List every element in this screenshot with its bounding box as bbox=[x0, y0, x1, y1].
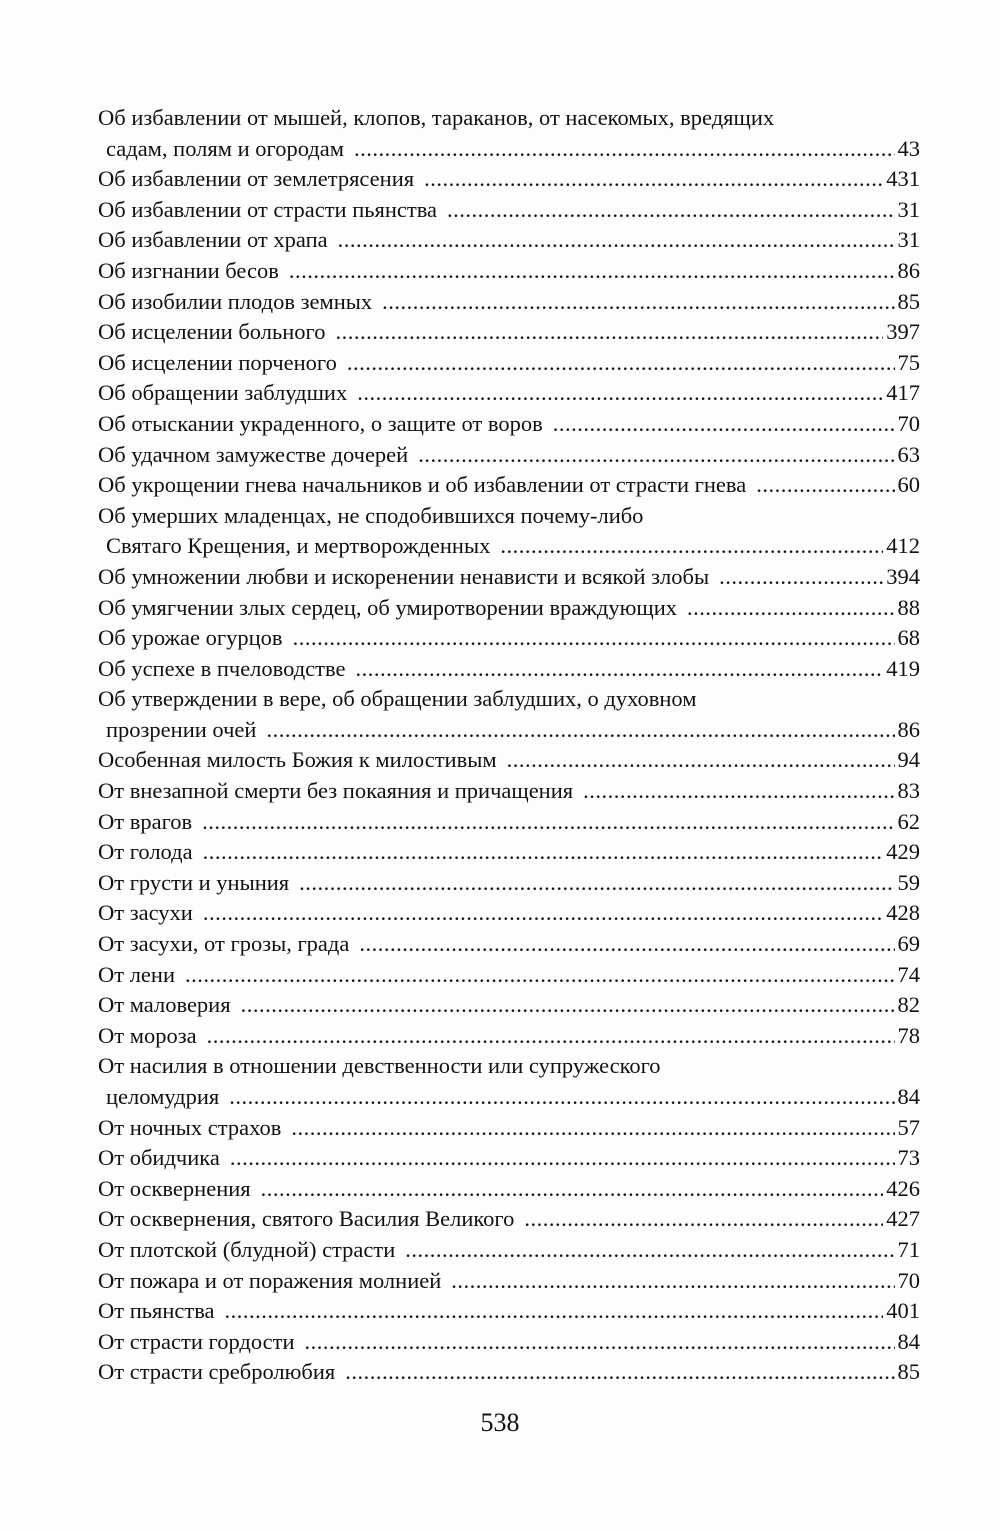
toc-entry-title-line: Об укрощении гнева начальников и об избавлении от страсти гнева bbox=[98, 472, 747, 498]
toc-entry-row bbox=[98, 1082, 920, 1113]
toc-entry-title-line: Об избавлении от храпа bbox=[98, 227, 328, 253]
toc-entry-title-line: От осквернения, святого Василия Великого bbox=[98, 1206, 515, 1232]
toc-entry bbox=[98, 1143, 920, 1174]
dot-leader bbox=[719, 562, 883, 593]
toc-entry bbox=[98, 1327, 920, 1358]
dot-leader bbox=[447, 195, 894, 226]
dot-leader bbox=[500, 531, 883, 562]
toc-entry-title-line: Об урожае огурцов bbox=[98, 625, 283, 651]
toc-entry bbox=[98, 1266, 920, 1297]
dot-leader bbox=[424, 164, 883, 195]
table-of-contents bbox=[98, 103, 920, 1388]
dot-leader bbox=[230, 1143, 895, 1174]
toc-entry-page-number: 69 bbox=[897, 931, 920, 957]
toc-entry-title-line: Об избавлении от землетрясения bbox=[98, 166, 415, 192]
toc-entry-row bbox=[98, 898, 920, 929]
dot-leader bbox=[357, 378, 883, 409]
toc-entry-row bbox=[98, 837, 920, 868]
toc-entry bbox=[98, 929, 920, 960]
toc-entry bbox=[98, 562, 920, 593]
toc-entry-page-number: 427 bbox=[886, 1206, 920, 1232]
toc-entry-title-line: Об избавлении от мышей, клопов, тараканов, от насекомых, вредящих bbox=[98, 105, 775, 130]
toc-entry-page-number: 31 bbox=[897, 227, 920, 253]
toc-entry bbox=[98, 1357, 920, 1388]
toc-entry-page-number: 70 bbox=[897, 410, 920, 436]
toc-entry-row bbox=[98, 929, 920, 960]
toc-entry-page-number: 86 bbox=[897, 257, 920, 283]
toc-entry-row bbox=[98, 317, 920, 348]
toc-entry-title-line: Об утверждении в вере, об обращении заблудших, о духовном bbox=[98, 686, 697, 712]
toc-entry-page-number: 62 bbox=[897, 808, 920, 834]
toc-entry-row bbox=[98, 562, 920, 593]
toc-entry-title-line: От пожара и от поражения молнией bbox=[98, 1267, 442, 1293]
toc-entry-row bbox=[98, 378, 920, 409]
toc-entry-title-line: От внезапной смерти без покаяния и причащения bbox=[98, 778, 574, 804]
toc-entry bbox=[98, 623, 920, 654]
toc-entry-title-line: От плотской (блудной) страсти bbox=[98, 1236, 396, 1262]
toc-entry-title-line: Об избавлении от страсти пьянства bbox=[98, 196, 438, 222]
toc-entry bbox=[98, 348, 920, 379]
toc-entry-row bbox=[98, 960, 920, 991]
toc-entry-row bbox=[98, 593, 920, 624]
toc-entry-row bbox=[98, 1357, 920, 1388]
dot-leader bbox=[202, 807, 894, 838]
toc-entry-title-line: Святаго Крещения, и мертворожденных bbox=[106, 533, 491, 559]
toc-entry-page-number: 83 bbox=[897, 778, 920, 804]
toc-entry-row bbox=[98, 409, 920, 440]
toc-entry bbox=[98, 409, 920, 440]
toc-entry-title-line: От маловерия bbox=[98, 992, 231, 1018]
toc-entry-title-line: Об изгнании бесов bbox=[98, 257, 279, 283]
toc-entry-title-line: От страсти гордости bbox=[98, 1328, 295, 1354]
toc-entry-page-number: 43 bbox=[897, 135, 920, 161]
toc-entry-row bbox=[98, 440, 920, 471]
toc-entry bbox=[98, 684, 920, 745]
toc-entry-title-line: Об отыскании украденного, о защите от воров bbox=[98, 410, 543, 436]
toc-entry-page-number: 84 bbox=[897, 1328, 920, 1354]
toc-entry-page-number: 85 bbox=[897, 1359, 920, 1385]
toc-entry-row bbox=[98, 256, 920, 287]
dot-leader bbox=[299, 868, 894, 899]
dot-leader bbox=[185, 960, 894, 991]
toc-entry-row bbox=[98, 1266, 920, 1297]
toc-entry bbox=[98, 317, 920, 348]
toc-entry-title-line: Об умножении любви и искоренении ненависти и всякой злобы bbox=[98, 563, 710, 589]
toc-entry bbox=[98, 256, 920, 287]
toc-entry bbox=[98, 898, 920, 929]
dot-leader bbox=[266, 715, 894, 746]
toc-entry-title-line: От засухи, от грозы, града bbox=[98, 931, 350, 957]
dot-leader bbox=[338, 225, 895, 256]
toc-entry-page-number: 63 bbox=[897, 441, 920, 467]
toc-entry-title-line: садам, полям и огородам bbox=[106, 135, 344, 161]
toc-entry bbox=[98, 1113, 920, 1144]
toc-entry bbox=[98, 1296, 920, 1327]
dot-leader bbox=[203, 837, 884, 868]
toc-entry-title-line: От грусти и уныния bbox=[98, 869, 290, 895]
toc-entry-page-number: 73 bbox=[897, 1145, 920, 1171]
toc-entry-page-number: 60 bbox=[897, 472, 920, 498]
toc-entry-row bbox=[98, 990, 920, 1021]
toc-entry-page-number: 428 bbox=[886, 900, 920, 926]
toc-entry-page-number: 426 bbox=[886, 1175, 920, 1201]
toc-entry-title-line: От насилия в отношении девственности или супружеского bbox=[98, 1053, 661, 1079]
dot-leader bbox=[293, 623, 895, 654]
dot-leader bbox=[451, 1266, 894, 1297]
dot-leader bbox=[345, 1357, 894, 1388]
dot-leader bbox=[203, 898, 883, 929]
toc-entry-page-number: 59 bbox=[897, 869, 920, 895]
dot-leader bbox=[418, 440, 894, 471]
toc-entry-title-line: Об умягчении злых сердец, об умиротворении враждующих bbox=[98, 594, 678, 620]
toc-entry bbox=[98, 1021, 920, 1052]
toc-entry bbox=[98, 164, 920, 195]
toc-entry-row bbox=[98, 868, 920, 899]
dot-leader bbox=[225, 1296, 884, 1327]
toc-entry-row bbox=[98, 623, 920, 654]
toc-entry-page-number: 57 bbox=[897, 1114, 920, 1140]
toc-entry-row bbox=[98, 134, 920, 165]
toc-entry-row bbox=[98, 1235, 920, 1266]
toc-entry-page-number: 78 bbox=[897, 1022, 920, 1048]
toc-entry-title-line: От врагов bbox=[98, 808, 193, 834]
toc-entry bbox=[98, 776, 920, 807]
toc-entry-row bbox=[98, 1174, 920, 1205]
toc-entry bbox=[98, 990, 920, 1021]
toc-entry-page-number: 82 bbox=[897, 992, 920, 1018]
toc-entry-title-line: От лени bbox=[98, 961, 176, 987]
toc-entry-page-number: 401 bbox=[886, 1298, 920, 1324]
toc-entry bbox=[98, 225, 920, 256]
toc-entry bbox=[98, 837, 920, 868]
toc-entry-row bbox=[98, 1021, 920, 1052]
toc-entry bbox=[98, 470, 920, 501]
toc-entry-row bbox=[98, 1143, 920, 1174]
toc-entry-page-number: 68 bbox=[897, 625, 920, 651]
toc-entry-title-line: Особенная милость Божия к милостивым bbox=[98, 747, 497, 773]
dot-leader bbox=[354, 134, 895, 165]
toc-entry bbox=[98, 745, 920, 776]
toc-entry bbox=[98, 1204, 920, 1235]
toc-entry bbox=[98, 287, 920, 318]
toc-entry-row bbox=[98, 1113, 920, 1144]
dot-leader bbox=[207, 1021, 895, 1052]
toc-entry-row bbox=[98, 348, 920, 379]
toc-entry-page-number: 88 bbox=[897, 594, 920, 620]
toc-entry bbox=[98, 195, 920, 226]
toc-entry-title-line: Об обращении заблудших bbox=[98, 380, 348, 406]
toc-entry-title-line: От ночных страхов bbox=[98, 1114, 282, 1140]
toc-entry-title-line: От страсти сребролюбия bbox=[98, 1359, 336, 1385]
toc-entry-title-line: Об умерших младенцах, не сподобившихся почему-либо bbox=[98, 502, 644, 528]
toc-entry-title-line: Об изобилии плодов земных bbox=[98, 288, 373, 314]
toc-entry-page-number: 412 bbox=[886, 533, 920, 559]
dot-leader bbox=[347, 348, 895, 379]
toc-entry bbox=[98, 1235, 920, 1266]
toc-entry-row bbox=[98, 195, 920, 226]
toc-entry-title-line: От голода bbox=[98, 839, 193, 865]
toc-entry bbox=[98, 807, 920, 838]
toc-entry-title-line: Об исцелении порченого bbox=[98, 349, 337, 375]
toc-entry-page-number: 70 bbox=[897, 1267, 920, 1293]
dot-leader bbox=[229, 1082, 894, 1113]
toc-entry-row bbox=[98, 745, 920, 776]
toc-entry-row bbox=[98, 1204, 920, 1235]
toc-entry-row bbox=[98, 654, 920, 685]
toc-entry-page-number: 94 bbox=[897, 747, 920, 773]
toc-entry-page-number: 419 bbox=[886, 655, 920, 681]
toc-entry bbox=[98, 868, 920, 899]
toc-entry-row bbox=[98, 225, 920, 256]
toc-entry-title-line: целомудрия bbox=[106, 1084, 220, 1109]
toc-entry-page-number: 431 bbox=[886, 166, 920, 192]
toc-entry-page-number: 86 bbox=[897, 716, 920, 742]
toc-entry-page-number: 75 bbox=[897, 349, 920, 375]
toc-entry bbox=[98, 501, 920, 562]
dot-leader bbox=[305, 1327, 895, 1358]
dot-leader bbox=[524, 1204, 883, 1235]
toc-entry bbox=[98, 654, 920, 685]
toc-entry bbox=[98, 103, 920, 164]
toc-entry-page-number: 417 bbox=[886, 380, 920, 406]
toc-entry-title-line: Об успехе в пчеловодстве bbox=[98, 655, 346, 681]
toc-entry-title-line: От пьянства bbox=[98, 1298, 215, 1324]
toc-entry bbox=[98, 378, 920, 409]
toc-entry-page-number: 85 bbox=[897, 288, 920, 314]
toc-entry-title-line: Об удачном замужестве дочерей bbox=[98, 441, 409, 467]
toc-entry bbox=[98, 960, 920, 991]
dot-leader bbox=[583, 776, 894, 807]
toc-entry-title-line: Об исцелении больного bbox=[98, 319, 326, 345]
dot-leader bbox=[335, 317, 883, 348]
dot-leader bbox=[553, 409, 895, 440]
dot-leader bbox=[507, 745, 895, 776]
page-number-folio: 538 bbox=[480, 1408, 520, 1437]
toc-entry-page-number: 397 bbox=[886, 319, 920, 345]
dot-leader bbox=[241, 990, 895, 1021]
dot-leader bbox=[261, 1174, 884, 1205]
toc-entry-row bbox=[98, 470, 920, 501]
toc-entry-page-number: 74 bbox=[897, 961, 920, 987]
toc-entry-title-line: прозрении очей bbox=[106, 716, 257, 742]
toc-entry-row bbox=[98, 1296, 920, 1327]
toc-entry-row bbox=[98, 287, 920, 318]
toc-entry-row bbox=[98, 776, 920, 807]
toc-entry bbox=[98, 440, 920, 471]
toc-entry-row bbox=[98, 164, 920, 195]
dot-leader bbox=[289, 256, 895, 287]
dot-leader bbox=[359, 929, 894, 960]
toc-entry-title-line: От мороза bbox=[98, 1022, 197, 1048]
toc-entry-title-line: От обидчика bbox=[98, 1145, 220, 1171]
toc-entry-row bbox=[98, 1327, 920, 1358]
dot-leader bbox=[291, 1113, 894, 1144]
toc-entry-row bbox=[98, 807, 920, 838]
toc-entry-page-number: 31 bbox=[897, 196, 920, 222]
dot-leader bbox=[382, 287, 894, 318]
toc-entry bbox=[98, 1174, 920, 1205]
toc-entry-page-number: 71 bbox=[897, 1236, 920, 1262]
toc-entry-row bbox=[98, 715, 920, 746]
toc-entry bbox=[98, 593, 920, 624]
toc-entry-page-number: 394 bbox=[886, 563, 920, 589]
toc-entry-row bbox=[98, 531, 920, 562]
dot-leader bbox=[756, 470, 894, 501]
dot-leader bbox=[405, 1235, 894, 1266]
toc-entry bbox=[98, 1051, 920, 1112]
dot-leader bbox=[687, 593, 894, 624]
dot-leader bbox=[355, 654, 883, 685]
toc-entry-title-line: От засухи bbox=[98, 900, 193, 926]
toc-entry-page-number: 84 bbox=[897, 1084, 920, 1109]
toc-entry-page-number: 429 bbox=[886, 839, 920, 865]
toc-entry-title-line: От осквернения bbox=[98, 1175, 251, 1201]
